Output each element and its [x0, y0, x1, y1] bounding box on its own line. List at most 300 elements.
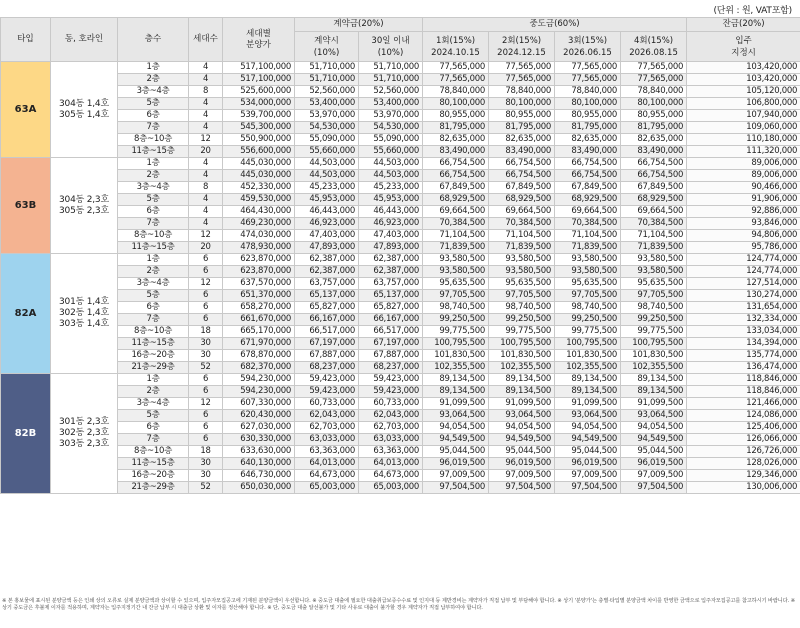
- amount-cell: 90,466,000: [687, 182, 800, 194]
- amount-cell: 71,839,500: [621, 242, 687, 254]
- amount-cell: 94,549,500: [555, 434, 621, 446]
- amount-cell: 89,134,500: [423, 386, 489, 398]
- amount-cell: 93,580,500: [555, 254, 621, 266]
- amount-cell: 630,330,000: [223, 434, 295, 446]
- dong-line-cell: 304동 2,3호 305동 2,3호: [51, 158, 118, 254]
- amount-cell: 46,443,000: [295, 206, 359, 218]
- amount-cell: 93,580,500: [555, 266, 621, 278]
- amount-cell: 93,064,500: [621, 410, 687, 422]
- amount-cell: 100,795,500: [489, 338, 555, 350]
- floor-cell: 6층: [118, 422, 189, 434]
- amount-cell: 68,929,500: [489, 194, 555, 206]
- households-cell: 6: [189, 302, 223, 314]
- amount-cell: 132,334,000: [687, 314, 800, 326]
- households-cell: 4: [189, 170, 223, 182]
- amount-cell: 59,423,000: [295, 374, 359, 386]
- amount-cell: 103,420,000: [687, 74, 800, 86]
- amount-cell: 128,026,000: [687, 458, 800, 470]
- amount-cell: 47,893,000: [359, 242, 423, 254]
- amount-cell: 550,900,000: [223, 134, 295, 146]
- floor-cell: 3층~4층: [118, 398, 189, 410]
- amount-cell: 127,514,000: [687, 278, 800, 290]
- amount-cell: 99,250,500: [621, 314, 687, 326]
- amount-cell: 95,635,500: [423, 278, 489, 290]
- amount-cell: 94,054,500: [423, 422, 489, 434]
- amount-cell: 89,134,500: [555, 374, 621, 386]
- amount-cell: 63,757,000: [295, 278, 359, 290]
- amount-cell: 51,710,000: [359, 62, 423, 74]
- amount-cell: 93,580,500: [489, 254, 555, 266]
- amount-cell: 89,134,500: [489, 386, 555, 398]
- households-cell: 30: [189, 458, 223, 470]
- amount-cell: 98,740,500: [555, 302, 621, 314]
- amount-cell: 658,270,000: [223, 302, 295, 314]
- table-row: [1, 470, 800, 482]
- floor-cell: 11층~15층: [118, 242, 189, 254]
- amount-cell: 99,250,500: [423, 314, 489, 326]
- floor-cell: 7층: [118, 122, 189, 134]
- amount-cell: 95,786,000: [687, 242, 800, 254]
- table-row: [1, 74, 800, 86]
- amount-cell: 77,565,000: [621, 74, 687, 86]
- amount-cell: 135,774,000: [687, 350, 800, 362]
- amount-cell: 63,757,000: [359, 278, 423, 290]
- amount-cell: 67,887,000: [295, 350, 359, 362]
- floor-cell: 11층~15층: [118, 146, 189, 158]
- amount-cell: 101,830,500: [423, 350, 489, 362]
- households-cell: 30: [189, 338, 223, 350]
- amount-cell: 65,827,000: [295, 302, 359, 314]
- amount-cell: 81,795,000: [423, 122, 489, 134]
- header-floor: 층수: [118, 18, 189, 62]
- header-middle: 중도금(60%): [423, 18, 687, 32]
- amount-cell: 59,423,000: [359, 386, 423, 398]
- households-cell: 20: [189, 242, 223, 254]
- amount-cell: 478,930,000: [223, 242, 295, 254]
- amount-cell: 91,906,000: [687, 194, 800, 206]
- table-row: [1, 194, 800, 206]
- amount-cell: 133,034,000: [687, 326, 800, 338]
- amount-cell: 136,474,000: [687, 362, 800, 374]
- floor-cell: 3층~4층: [118, 86, 189, 98]
- amount-cell: 77,565,000: [621, 62, 687, 74]
- amount-cell: 124,774,000: [687, 266, 800, 278]
- header-balance: 잔금(20%): [687, 18, 800, 32]
- amount-cell: 68,237,000: [295, 362, 359, 374]
- amount-cell: 45,233,000: [359, 182, 423, 194]
- amount-cell: 110,180,000: [687, 134, 800, 146]
- amount-cell: 99,775,500: [555, 326, 621, 338]
- amount-cell: 118,846,000: [687, 386, 800, 398]
- amount-cell: 93,064,500: [489, 410, 555, 422]
- floor-cell: 2층: [118, 266, 189, 278]
- amount-cell: 627,030,000: [223, 422, 295, 434]
- amount-cell: 47,403,000: [359, 230, 423, 242]
- amount-cell: 545,300,000: [223, 122, 295, 134]
- amount-cell: 45,953,000: [295, 194, 359, 206]
- table-header: [1, 18, 800, 62]
- amount-cell: 59,423,000: [295, 386, 359, 398]
- amount-cell: 126,066,000: [687, 434, 800, 446]
- amount-cell: 637,570,000: [223, 278, 295, 290]
- amount-cell: 98,740,500: [489, 302, 555, 314]
- amount-cell: 82,635,000: [621, 134, 687, 146]
- floor-cell: 3층~4층: [118, 278, 189, 290]
- amount-cell: 70,384,500: [489, 218, 555, 230]
- amount-cell: 99,775,500: [489, 326, 555, 338]
- amount-cell: 63,363,000: [359, 446, 423, 458]
- amount-cell: 54,530,000: [359, 122, 423, 134]
- table-row: [1, 446, 800, 458]
- amount-cell: 78,840,000: [621, 86, 687, 98]
- floor-cell: 11층~15층: [118, 338, 189, 350]
- amount-cell: 44,503,000: [295, 170, 359, 182]
- amount-cell: 68,929,500: [555, 194, 621, 206]
- amount-cell: 134,394,000: [687, 338, 800, 350]
- households-cell: 4: [189, 122, 223, 134]
- amount-cell: 94,806,000: [687, 230, 800, 242]
- amount-cell: 97,705,500: [489, 290, 555, 302]
- amount-cell: 82,635,000: [489, 134, 555, 146]
- amount-cell: 69,664,500: [423, 206, 489, 218]
- amount-cell: 102,355,500: [621, 362, 687, 374]
- dong-line-cell: 301동 1,4호 302동 1,4호 303동 1,4호: [51, 254, 118, 374]
- header-type: 타입: [1, 18, 51, 62]
- amount-cell: 54,530,000: [295, 122, 359, 134]
- amount-cell: 130,274,000: [687, 290, 800, 302]
- amount-cell: 517,100,000: [223, 74, 295, 86]
- amount-cell: 97,504,500: [489, 482, 555, 494]
- type-cell: 63A: [1, 62, 51, 158]
- amount-cell: 55,090,000: [359, 134, 423, 146]
- table-row: [1, 350, 800, 362]
- amount-cell: 633,630,000: [223, 446, 295, 458]
- amount-cell: 100,795,500: [555, 338, 621, 350]
- amount-cell: 64,013,000: [359, 458, 423, 470]
- amount-cell: 80,955,000: [489, 110, 555, 122]
- amount-cell: 66,754,500: [489, 170, 555, 182]
- table-row: [1, 374, 800, 386]
- table-row: [1, 110, 800, 122]
- header-middle-3: 3회(15%) 2026.06.15: [555, 32, 621, 62]
- amount-cell: 97,504,500: [423, 482, 489, 494]
- table-row: [1, 98, 800, 110]
- amount-cell: 82,635,000: [423, 134, 489, 146]
- amount-cell: 77,565,000: [423, 62, 489, 74]
- amount-cell: 534,000,000: [223, 98, 295, 110]
- amount-cell: 107,940,000: [687, 110, 800, 122]
- amount-cell: 62,043,000: [295, 410, 359, 422]
- households-cell: 6: [189, 314, 223, 326]
- dong-line-cell: 301동 2,3호 302동 2,3호 303동 2,3호: [51, 374, 118, 494]
- type-cell: 82B: [1, 374, 51, 494]
- amount-cell: 99,250,500: [555, 314, 621, 326]
- amount-cell: 91,099,500: [621, 398, 687, 410]
- price-table: [0, 17, 800, 494]
- amount-cell: 94,054,500: [555, 422, 621, 434]
- amount-cell: 71,104,500: [621, 230, 687, 242]
- table-row: [1, 134, 800, 146]
- households-cell: 6: [189, 290, 223, 302]
- amount-cell: 594,230,000: [223, 374, 295, 386]
- footnote: ※ 중도금 대출에 필요한 대출취급보증수수료 및 인지대 등 제반경비는 계약자가 직접 납부 및 부담해야 합니다.: [312, 598, 556, 604]
- table-row: [1, 122, 800, 134]
- floor-cell: 5층: [118, 98, 189, 110]
- households-cell: 30: [189, 350, 223, 362]
- amount-cell: 97,504,500: [555, 482, 621, 494]
- amount-cell: 71,104,500: [489, 230, 555, 242]
- amount-cell: 62,043,000: [359, 410, 423, 422]
- amount-cell: 97,009,500: [555, 470, 621, 482]
- floor-cell: 7층: [118, 434, 189, 446]
- floor-cell: 6층: [118, 110, 189, 122]
- amount-cell: 45,953,000: [359, 194, 423, 206]
- table-row: [1, 158, 800, 170]
- amount-cell: 78,840,000: [555, 86, 621, 98]
- households-cell: 30: [189, 470, 223, 482]
- amount-cell: 80,955,000: [555, 110, 621, 122]
- amount-cell: 99,775,500: [621, 326, 687, 338]
- amount-cell: 94,549,500: [621, 434, 687, 446]
- header-price: 세대별 분양가: [223, 18, 295, 62]
- footnote: ※ 단, 중도금 대출 알선불가 및 기타 사유로 대출이 불가할 경우 계약자가 직접 납부하여야 합니다.: [267, 605, 483, 611]
- amount-cell: 67,849,500: [489, 182, 555, 194]
- header-middle-2: 2회(15%) 2024.12.15: [489, 32, 555, 62]
- amount-cell: 474,030,000: [223, 230, 295, 242]
- amount-cell: 81,795,000: [489, 122, 555, 134]
- floor-cell: 8층~10층: [118, 134, 189, 146]
- amount-cell: 83,490,000: [489, 146, 555, 158]
- amount-cell: 89,134,500: [621, 374, 687, 386]
- amount-cell: 623,870,000: [223, 254, 295, 266]
- floor-cell: 1층: [118, 374, 189, 386]
- amount-cell: 594,230,000: [223, 386, 295, 398]
- amount-cell: 94,549,500: [423, 434, 489, 446]
- amount-cell: 89,006,000: [687, 158, 800, 170]
- households-cell: 52: [189, 482, 223, 494]
- amount-cell: 95,635,500: [621, 278, 687, 290]
- households-cell: 4: [189, 110, 223, 122]
- households-cell: 8: [189, 182, 223, 194]
- amount-cell: 62,387,000: [359, 266, 423, 278]
- floor-cell: 2층: [118, 74, 189, 86]
- amount-cell: 97,504,500: [621, 482, 687, 494]
- amount-cell: 71,839,500: [555, 242, 621, 254]
- amount-cell: 80,100,000: [555, 98, 621, 110]
- amount-cell: 102,355,500: [489, 362, 555, 374]
- amount-cell: 66,754,500: [489, 158, 555, 170]
- amount-cell: 53,970,000: [359, 110, 423, 122]
- footnote: ※ 상기 중도금은 후불제 이자를 적용하며, 계약자는 입주지정기간 내 잔금 납부 시 대출금 상환 및 이자를 정산해야 합니다.: [2, 598, 795, 611]
- amount-cell: 661,670,000: [223, 314, 295, 326]
- amount-cell: 77,565,000: [489, 74, 555, 86]
- amount-cell: 646,730,000: [223, 470, 295, 482]
- header-households: 세대수: [189, 18, 223, 62]
- floor-cell: 5층: [118, 194, 189, 206]
- table-row: [1, 482, 800, 494]
- amount-cell: 129,346,000: [687, 470, 800, 482]
- amount-cell: 94,549,500: [489, 434, 555, 446]
- amount-cell: 556,600,000: [223, 146, 295, 158]
- households-cell: 52: [189, 362, 223, 374]
- amount-cell: 67,197,000: [295, 338, 359, 350]
- floor-cell: 1층: [118, 254, 189, 266]
- amount-cell: 102,355,500: [423, 362, 489, 374]
- amount-cell: 69,664,500: [555, 206, 621, 218]
- amount-cell: 66,754,500: [423, 170, 489, 182]
- amount-cell: 102,355,500: [555, 362, 621, 374]
- floor-cell: 8층~10층: [118, 230, 189, 242]
- households-cell: 6: [189, 410, 223, 422]
- table-row: [1, 326, 800, 338]
- amount-cell: 52,560,000: [295, 86, 359, 98]
- amount-cell: 63,363,000: [295, 446, 359, 458]
- table-row: [1, 410, 800, 422]
- households-cell: 6: [189, 254, 223, 266]
- amount-cell: 78,840,000: [423, 86, 489, 98]
- amount-cell: 53,400,000: [359, 98, 423, 110]
- floor-cell: 16층~20층: [118, 470, 189, 482]
- floor-cell: 8층~10층: [118, 326, 189, 338]
- amount-cell: 53,970,000: [295, 110, 359, 122]
- amount-cell: 81,795,000: [555, 122, 621, 134]
- amount-cell: 51,710,000: [295, 74, 359, 86]
- amount-cell: 67,887,000: [359, 350, 423, 362]
- table-row: [1, 278, 800, 290]
- households-cell: 12: [189, 398, 223, 410]
- amount-cell: 525,600,000: [223, 86, 295, 98]
- amount-cell: 55,090,000: [295, 134, 359, 146]
- amount-cell: 66,517,000: [295, 326, 359, 338]
- dong-line-cell: 304동 1,4호 305동 1,4호: [51, 62, 118, 158]
- amount-cell: 83,490,000: [621, 146, 687, 158]
- amount-cell: 68,237,000: [359, 362, 423, 374]
- amount-cell: 95,635,500: [489, 278, 555, 290]
- amount-cell: 464,430,000: [223, 206, 295, 218]
- amount-cell: 121,466,000: [687, 398, 800, 410]
- amount-cell: 55,660,000: [295, 146, 359, 158]
- amount-cell: 67,849,500: [555, 182, 621, 194]
- amount-cell: 80,100,000: [621, 98, 687, 110]
- amount-cell: 77,565,000: [489, 62, 555, 74]
- amount-cell: 678,870,000: [223, 350, 295, 362]
- amount-cell: 46,923,000: [359, 218, 423, 230]
- header-balance-sub: 입주 지정시: [687, 32, 800, 62]
- amount-cell: 97,009,500: [423, 470, 489, 482]
- floor-cell: 5층: [118, 290, 189, 302]
- amount-cell: 77,565,000: [555, 74, 621, 86]
- amount-cell: 67,849,500: [423, 182, 489, 194]
- floor-cell: 8층~10층: [118, 446, 189, 458]
- amount-cell: 607,330,000: [223, 398, 295, 410]
- households-cell: 4: [189, 62, 223, 74]
- amount-cell: 66,754,500: [621, 170, 687, 182]
- table-row: [1, 302, 800, 314]
- amount-cell: 459,530,000: [223, 194, 295, 206]
- amount-cell: 623,870,000: [223, 266, 295, 278]
- table-row: [1, 422, 800, 434]
- floor-cell: 6층: [118, 302, 189, 314]
- table-row: [1, 170, 800, 182]
- floor-cell: 21층~29층: [118, 482, 189, 494]
- amount-cell: 80,100,000: [423, 98, 489, 110]
- households-cell: 18: [189, 446, 223, 458]
- households-cell: 6: [189, 266, 223, 278]
- households-cell: 12: [189, 278, 223, 290]
- table-row: [1, 230, 800, 242]
- amount-cell: 445,030,000: [223, 170, 295, 182]
- amount-cell: 101,830,500: [489, 350, 555, 362]
- amount-cell: 89,134,500: [489, 374, 555, 386]
- amount-cell: 66,754,500: [555, 170, 621, 182]
- footnotes: [2, 598, 798, 612]
- amount-cell: 89,006,000: [687, 170, 800, 182]
- floor-cell: 1층: [118, 62, 189, 74]
- amount-cell: 77,565,000: [423, 74, 489, 86]
- amount-cell: 124,086,000: [687, 410, 800, 422]
- footnote: ※ 상기 '분양가'는 층별·타입별 분양금액 차이를 반영한 금액으로 입주자모집공고를 참고하시기 바랍니다.: [557, 598, 790, 604]
- amount-cell: 55,660,000: [359, 146, 423, 158]
- amount-cell: 60,733,000: [295, 398, 359, 410]
- amount-cell: 95,044,500: [555, 446, 621, 458]
- amount-cell: 66,754,500: [621, 158, 687, 170]
- households-cell: 8: [189, 86, 223, 98]
- amount-cell: 94,054,500: [489, 422, 555, 434]
- amount-cell: 66,167,000: [359, 314, 423, 326]
- amount-cell: 125,406,000: [687, 422, 800, 434]
- amount-cell: 67,849,500: [621, 182, 687, 194]
- amount-cell: 98,740,500: [621, 302, 687, 314]
- households-cell: 6: [189, 386, 223, 398]
- amount-cell: 539,700,000: [223, 110, 295, 122]
- amount-cell: 111,320,000: [687, 146, 800, 158]
- households-cell: 4: [189, 194, 223, 206]
- amount-cell: 64,673,000: [295, 470, 359, 482]
- amount-cell: 100,795,500: [423, 338, 489, 350]
- footnote: ※ 본 홍보물에 표시된 분양금액 등은 인쇄 상의 오류로 실제 분양금액과 상이할 수 있으며, 입주자모집공고에 기재된 분양금액이 우선합니다.: [2, 598, 311, 604]
- amount-cell: 67,197,000: [359, 338, 423, 350]
- amount-cell: 66,754,500: [423, 158, 489, 170]
- amount-cell: 98,740,500: [423, 302, 489, 314]
- amount-cell: 91,099,500: [423, 398, 489, 410]
- floor-cell: 1층: [118, 158, 189, 170]
- amount-cell: 650,030,000: [223, 482, 295, 494]
- table-row: [1, 386, 800, 398]
- amount-cell: 66,517,000: [359, 326, 423, 338]
- amount-cell: 469,230,000: [223, 218, 295, 230]
- floor-cell: 2층: [118, 170, 189, 182]
- amount-cell: 93,580,500: [621, 266, 687, 278]
- households-cell: 6: [189, 374, 223, 386]
- table-row: [1, 398, 800, 410]
- amount-cell: 93,846,000: [687, 218, 800, 230]
- amount-cell: 46,923,000: [295, 218, 359, 230]
- amount-cell: 94,054,500: [621, 422, 687, 434]
- table-row: [1, 206, 800, 218]
- unit-note: (단위 : 원, VAT포함): [713, 6, 792, 16]
- table-row: [1, 362, 800, 374]
- amount-cell: 620,430,000: [223, 410, 295, 422]
- amount-cell: 80,100,000: [489, 98, 555, 110]
- amount-cell: 118,846,000: [687, 374, 800, 386]
- amount-cell: 97,009,500: [489, 470, 555, 482]
- amount-cell: 640,130,000: [223, 458, 295, 470]
- amount-cell: 671,970,000: [223, 338, 295, 350]
- amount-cell: 95,044,500: [621, 446, 687, 458]
- amount-cell: 66,754,500: [555, 158, 621, 170]
- floor-cell: 7층: [118, 314, 189, 326]
- amount-cell: 93,580,500: [423, 266, 489, 278]
